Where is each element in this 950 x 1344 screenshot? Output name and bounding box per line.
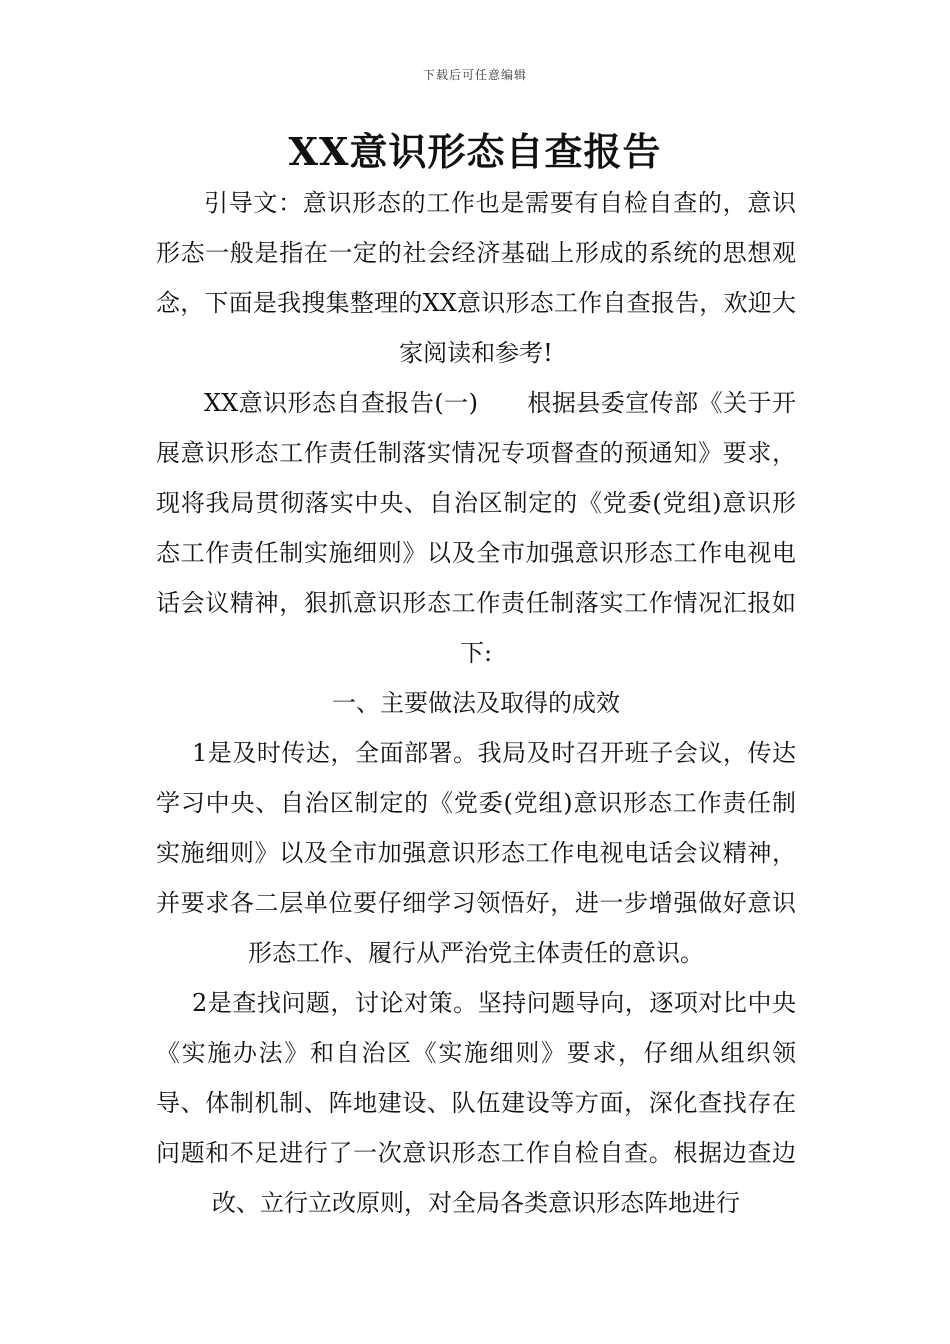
report-one-paragraph: XX意识形态自查报告(一) 根据县委宣传部《关于开展意识形态工作责任制落实情况专项督查的预通知》要求，现将我局贯彻落实中央、自治区制定的《党委(党组)意识形态工作责任制实施细则》以及全市加强意识形态工作电视电话会议精神，狠抓意识形态工作责任制落实工作情况汇报如下: [156, 389, 796, 667]
document-body [156, 178, 796, 1228]
point-one-paragraph: 1是及时传达，全面部署。我局及时召开班子会议，传达学习中央、自治区制定的《党委(党组)意识形态工作责任制实施细则》以及全市加强意识形态工作电视电话会议精神，并要求各二层单位要仔细学习领悟好，进一步增强做好意识形态工作、履行从严治党主体责任的意识。 [156, 739, 796, 967]
header-note: 下载后可任意编辑 [422, 68, 527, 82]
document-title: XX意识形态自查报告 [288, 129, 662, 174]
point-two-paragraph: 2是查找问题，讨论对策。坚持问题导向，逐项对比中央《实施办法》和自治区《实施细则》要求，仔细从组织领导、体制机制、阵地建设、队伍建设等方面，深化查找存在问题和不足进行了一次意识形态工作自检自查。根据边查边改、立行立改原则，对全局各类意识形态阵地进行 [156, 989, 796, 1217]
section-heading: 一、主要做法及取得的成效 [332, 689, 620, 717]
intro-paragraph: 引导文：意识形态的工作也是需要有自检自查的，意识形态一般是指在一定的社会经济基础上形成的系统的思想观念，下面是我搜集整理的XX意识形态工作自查报告，欢迎大家阅读和参考! [156, 189, 796, 367]
